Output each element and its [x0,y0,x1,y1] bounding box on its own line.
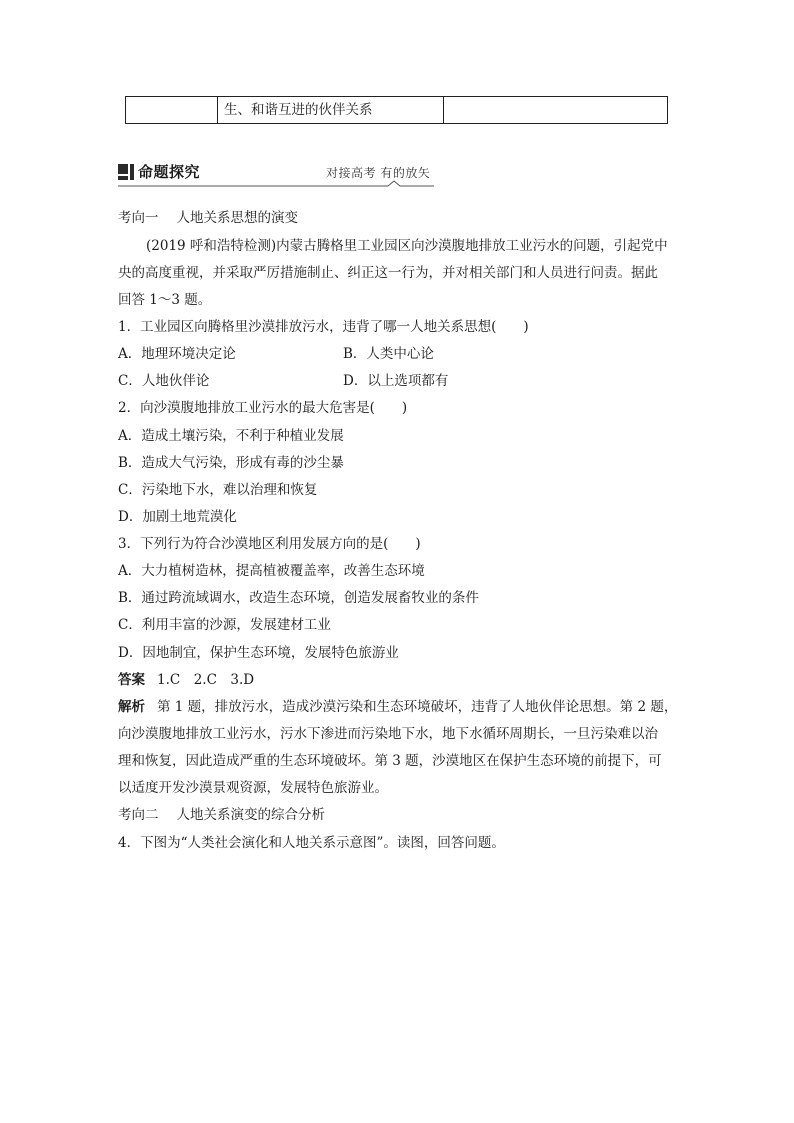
section-subtitle: 对接高考 有的放矢 [326,166,431,180]
topic-heading [118,806,678,824]
option-a: A．地理环境决定论 [118,346,236,362]
analysis-label: 解析 [118,699,145,715]
option-c: C．污染地下水，难以治理和恢复 [118,482,318,498]
analysis-text: 第 1 题，排放污水，造成沙漠污染和生态环境破坏，违背了人地伙伴论思想。第 2 题， [157,699,678,715]
option-d: D．加剧土地荒漠化 [118,509,237,525]
intro-line: 央的高度重视，并采取严厉措施制止、纠正这一行为，并对相关部门和人员进行问责。据此 [118,265,658,281]
section-title: 命题探究 [138,163,201,181]
answer-label: 答案 [118,672,145,688]
section-underline [118,180,434,190]
table-row [125,96,668,124]
question-stem: 1．工业园区向腾格里沙漠排放污水，违背了哪一人地关系思想( ) [118,319,529,335]
intro-line: (2019 呼和浩特检测)内蒙古腾格里工业园区向沙漠腹地排放工业污水的问题，引起党中 [146,238,668,254]
answer-text: 1.C 2.C 3.D [157,672,255,688]
question-stem: 2．向沙漠腹地排放工业污水的最大危害是( ) [118,400,408,416]
table-cell [126,97,218,123]
intro-line: 回答 1～3 题。 [118,292,212,308]
question-stem: 3．下列行为符合沙漠地区利用发展方向的是( ) [118,536,421,552]
analysis-line: 以适度开发沙漠景观资源，发展特色旅游业。 [118,780,388,796]
question-stem: 4．下图为“人类社会演化和人地关系示意图”。读图，回答问题。 [118,835,505,851]
option-c: C．利用丰富的沙源，发展建材工业 [118,617,331,633]
analysis-line [118,698,678,716]
option-b: B．通过跨流域调水，改造生态环境，创造发展畜牧业的条件 [118,590,479,606]
section-header [118,160,434,190]
topic-heading [118,209,678,227]
option-d: D．因地制宜，保护生态环境，发展特色旅游业 [118,645,399,661]
table-cell [444,97,667,123]
table-cell: 生、和谐互进的伙伴关系 [218,97,444,123]
option-b: B．造成大气污染，形成有毒的沙尘暴 [118,455,344,471]
option-a: A．大力植树造林，提高植被覆盖率，改善生态环境 [118,563,425,579]
answer-line [118,671,678,689]
topic-title: 人地关系思想的演变 [176,210,298,226]
topic-label: 考向二 [118,807,159,823]
section-square-icon [118,164,134,180]
option-b: B．人类中心论 [343,346,434,362]
analysis-line: 理和恢复，因此造成严重的生态环境破坏。第 3 题，沙漠地区在保护生态环境的前提下，可 [118,753,662,769]
analysis-line: 向沙漠腹地排放工业污水，污水下渗进而污染地下水，地下水循环周期长，一旦污染难以治 [118,726,658,742]
option-d: D．以上选项都有 [343,373,449,389]
option-a: A．造成土壤污染，不利于种植业发展 [118,428,344,444]
option-c: C．人地伙伴论 [118,373,210,389]
topic-title: 人地关系演变的综合分析 [176,807,325,823]
topic-label: 考向一 [118,210,159,226]
